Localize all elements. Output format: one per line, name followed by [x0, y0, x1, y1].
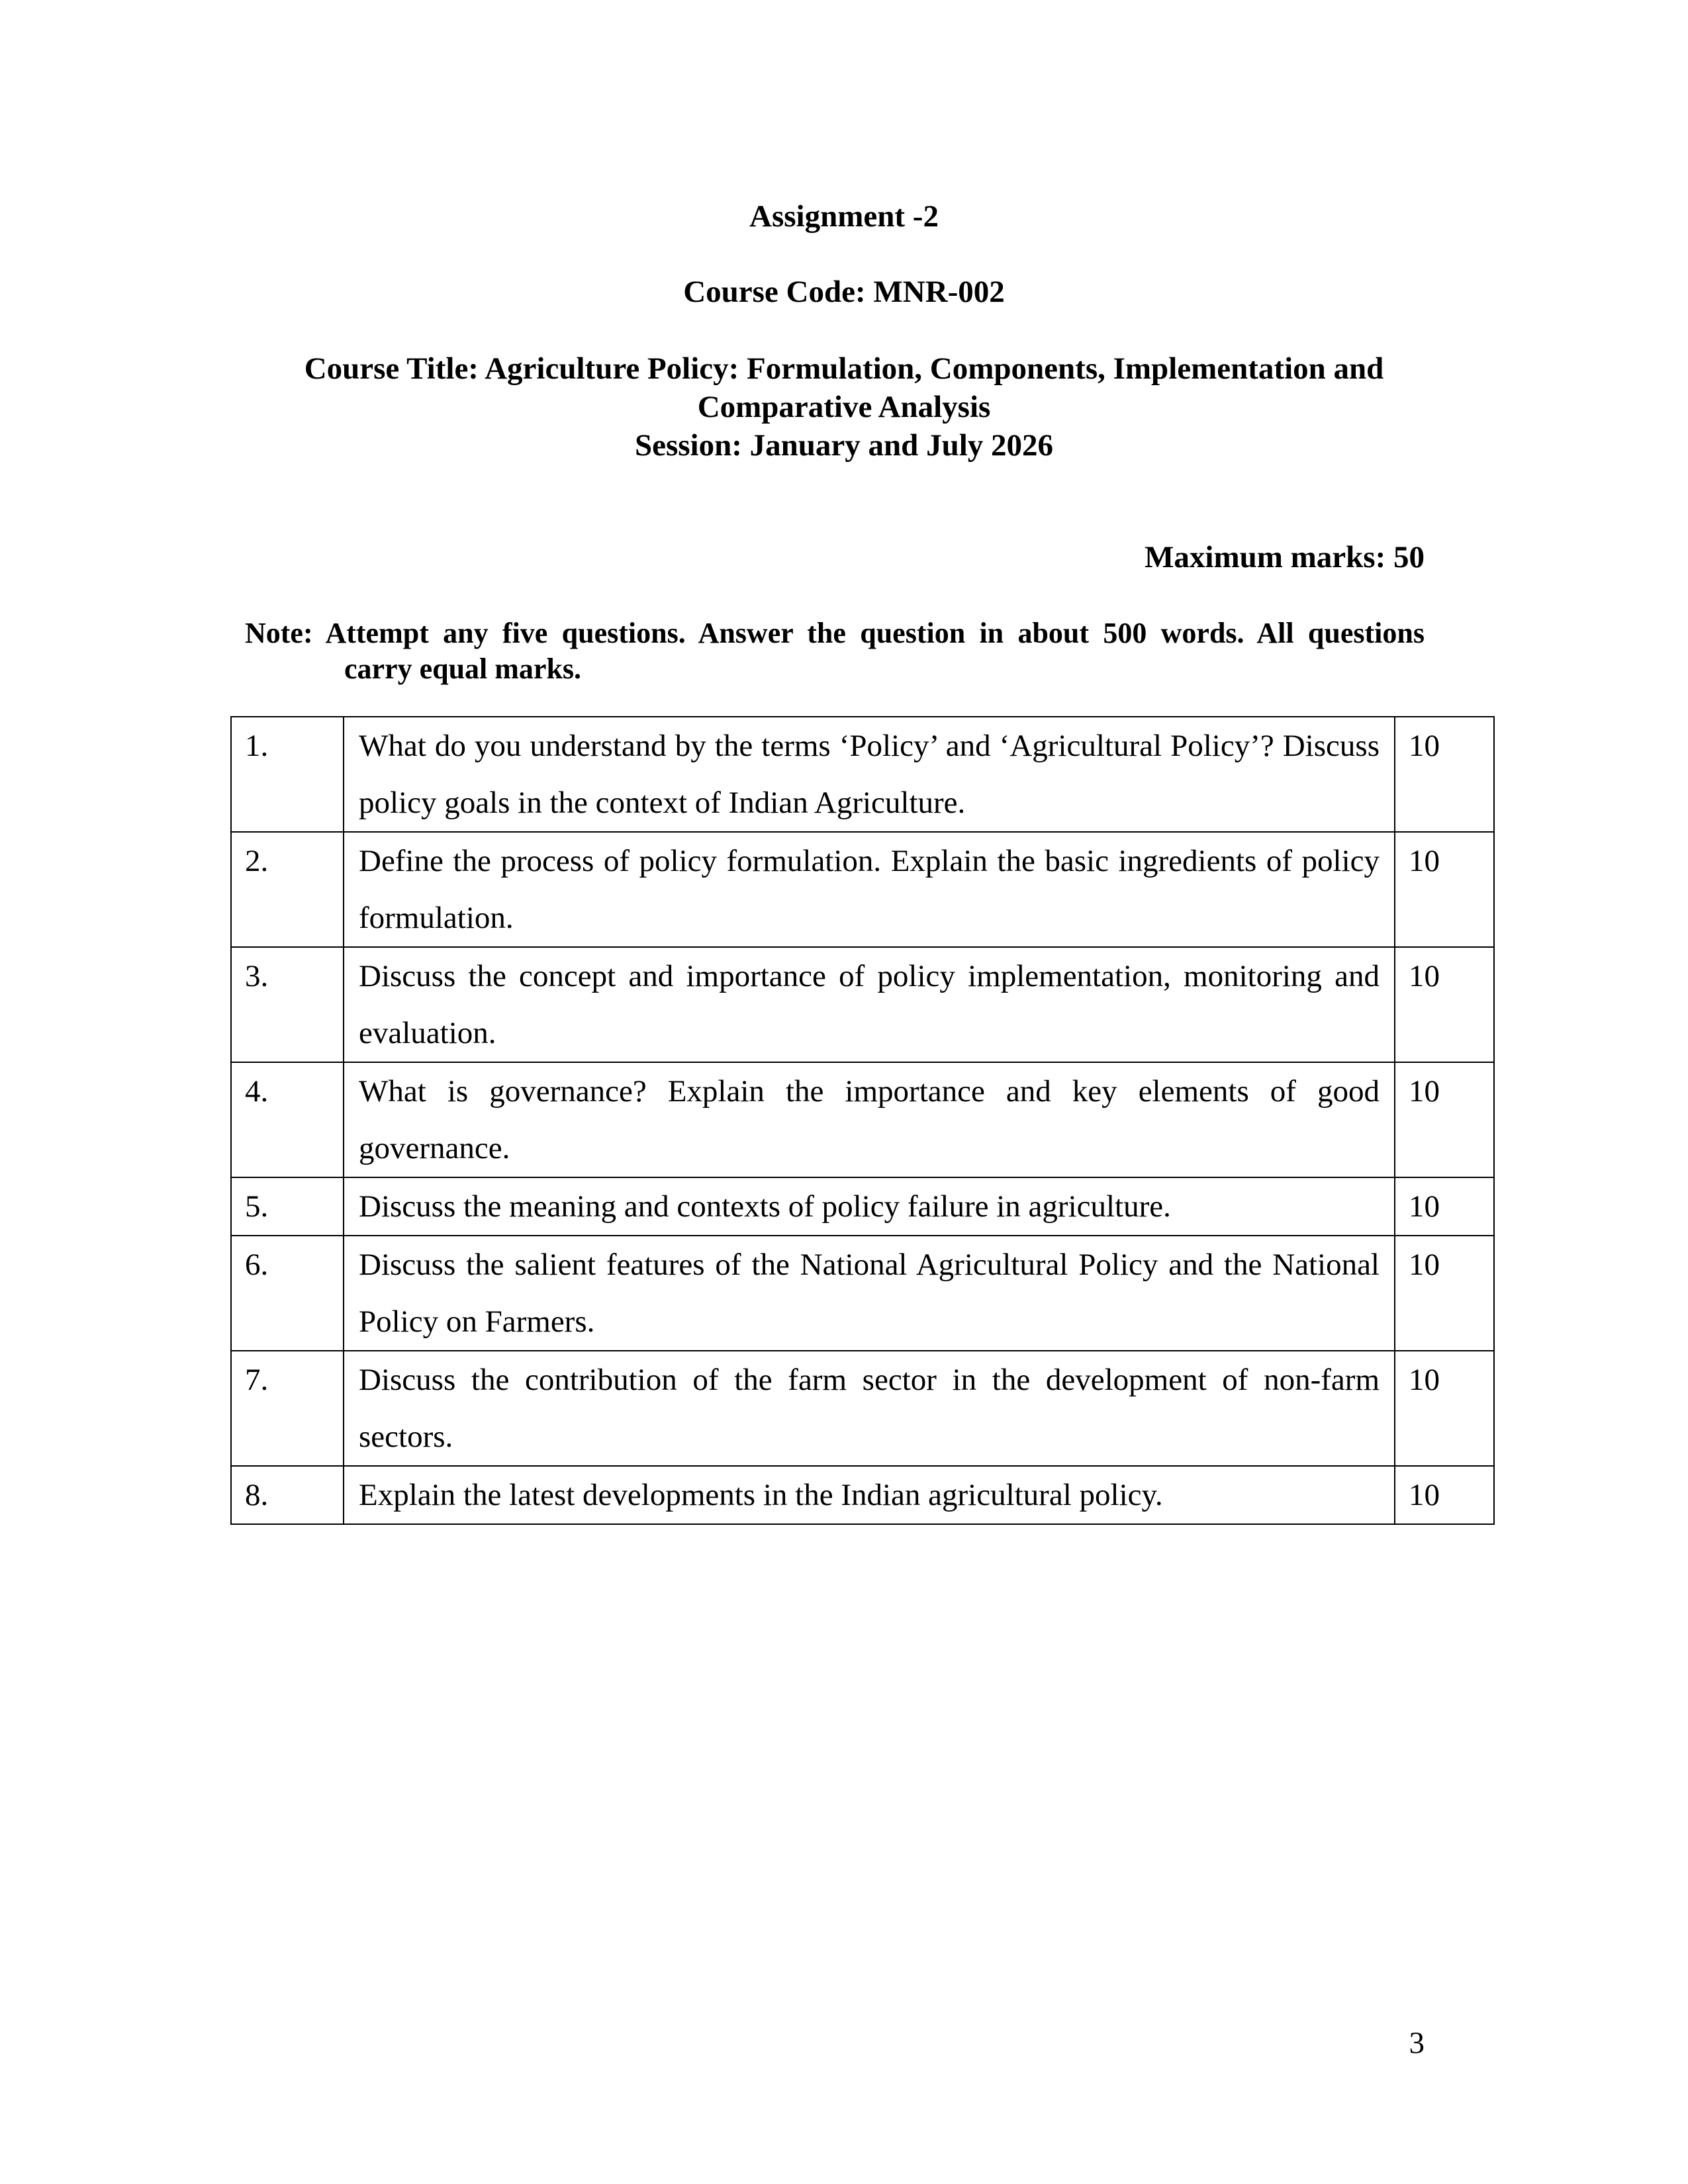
course-code: Course Code: MNR-002 — [683, 275, 1005, 309]
question-number: 7. — [231, 1351, 344, 1466]
page-number: 3 — [1409, 2026, 1425, 2060]
question-row — [231, 1062, 1494, 1177]
question-marks: 10 — [1395, 1177, 1494, 1236]
question-row — [231, 1351, 1494, 1466]
question-text: Define the process of policy formulation. Explain the basic ingredients of policy formulation. — [344, 832, 1395, 947]
note-line-1: Note: Attempt any five questions. Answer the question in about 500 words. All questions — [245, 617, 1425, 649]
question-marks: 10 — [1395, 947, 1494, 1062]
assignment-title: Assignment -2 — [749, 199, 939, 234]
question-text: Explain the latest developments in the Indian agricultural policy. — [344, 1466, 1395, 1524]
question-marks: 10 — [1395, 1236, 1494, 1351]
questions-table — [230, 716, 1495, 1525]
question-number: 3. — [231, 947, 344, 1062]
question-row — [231, 1177, 1494, 1236]
question-number: 8. — [231, 1466, 344, 1524]
session: Session: January and July 2026 — [634, 428, 1054, 463]
course-title: Course Title: Agriculture Policy: Formulation, Components, Implementation and — [304, 351, 1384, 386]
question-number: 2. — [231, 832, 344, 947]
question-number: 1. — [231, 717, 344, 832]
question-row — [231, 947, 1494, 1062]
question-row — [231, 832, 1494, 947]
question-number: 5. — [231, 1177, 344, 1236]
course-title-continued: Comparative Analysis — [697, 390, 991, 424]
question-number: 6. — [231, 1236, 344, 1351]
question-text: Discuss the contribution of the farm sector in the development of non-farm sectors. — [344, 1351, 1395, 1466]
question-number: 4. — [231, 1062, 344, 1177]
note — [245, 615, 1425, 687]
question-text: Discuss the concept and importance of policy implementation, monitoring and evaluation. — [344, 947, 1395, 1062]
maximum-marks: Maximum marks: 50 — [1145, 540, 1425, 574]
note-line-2: carry equal marks. — [344, 653, 582, 685]
question-marks: 10 — [1395, 1466, 1494, 1524]
question-marks: 10 — [1395, 1351, 1494, 1466]
question-text: Discuss the meaning and contexts of policy failure in agriculture. — [344, 1177, 1395, 1236]
question-marks: 10 — [1395, 717, 1494, 832]
question-text: Discuss the salient features of the National Agricultural Policy and the National Policy on Farmers. — [344, 1236, 1395, 1351]
question-row — [231, 1236, 1494, 1351]
question-row — [231, 717, 1494, 832]
question-text: What do you understand by the terms ‘Policy’ and ‘Agricultural Policy’? Discuss policy goals in the context of Indian Agriculture. — [344, 717, 1395, 832]
question-marks: 10 — [1395, 832, 1494, 947]
question-row — [231, 1466, 1494, 1524]
question-text: What is governance? Explain the importance and key elements of good governance. — [344, 1062, 1395, 1177]
question-marks: 10 — [1395, 1062, 1494, 1177]
